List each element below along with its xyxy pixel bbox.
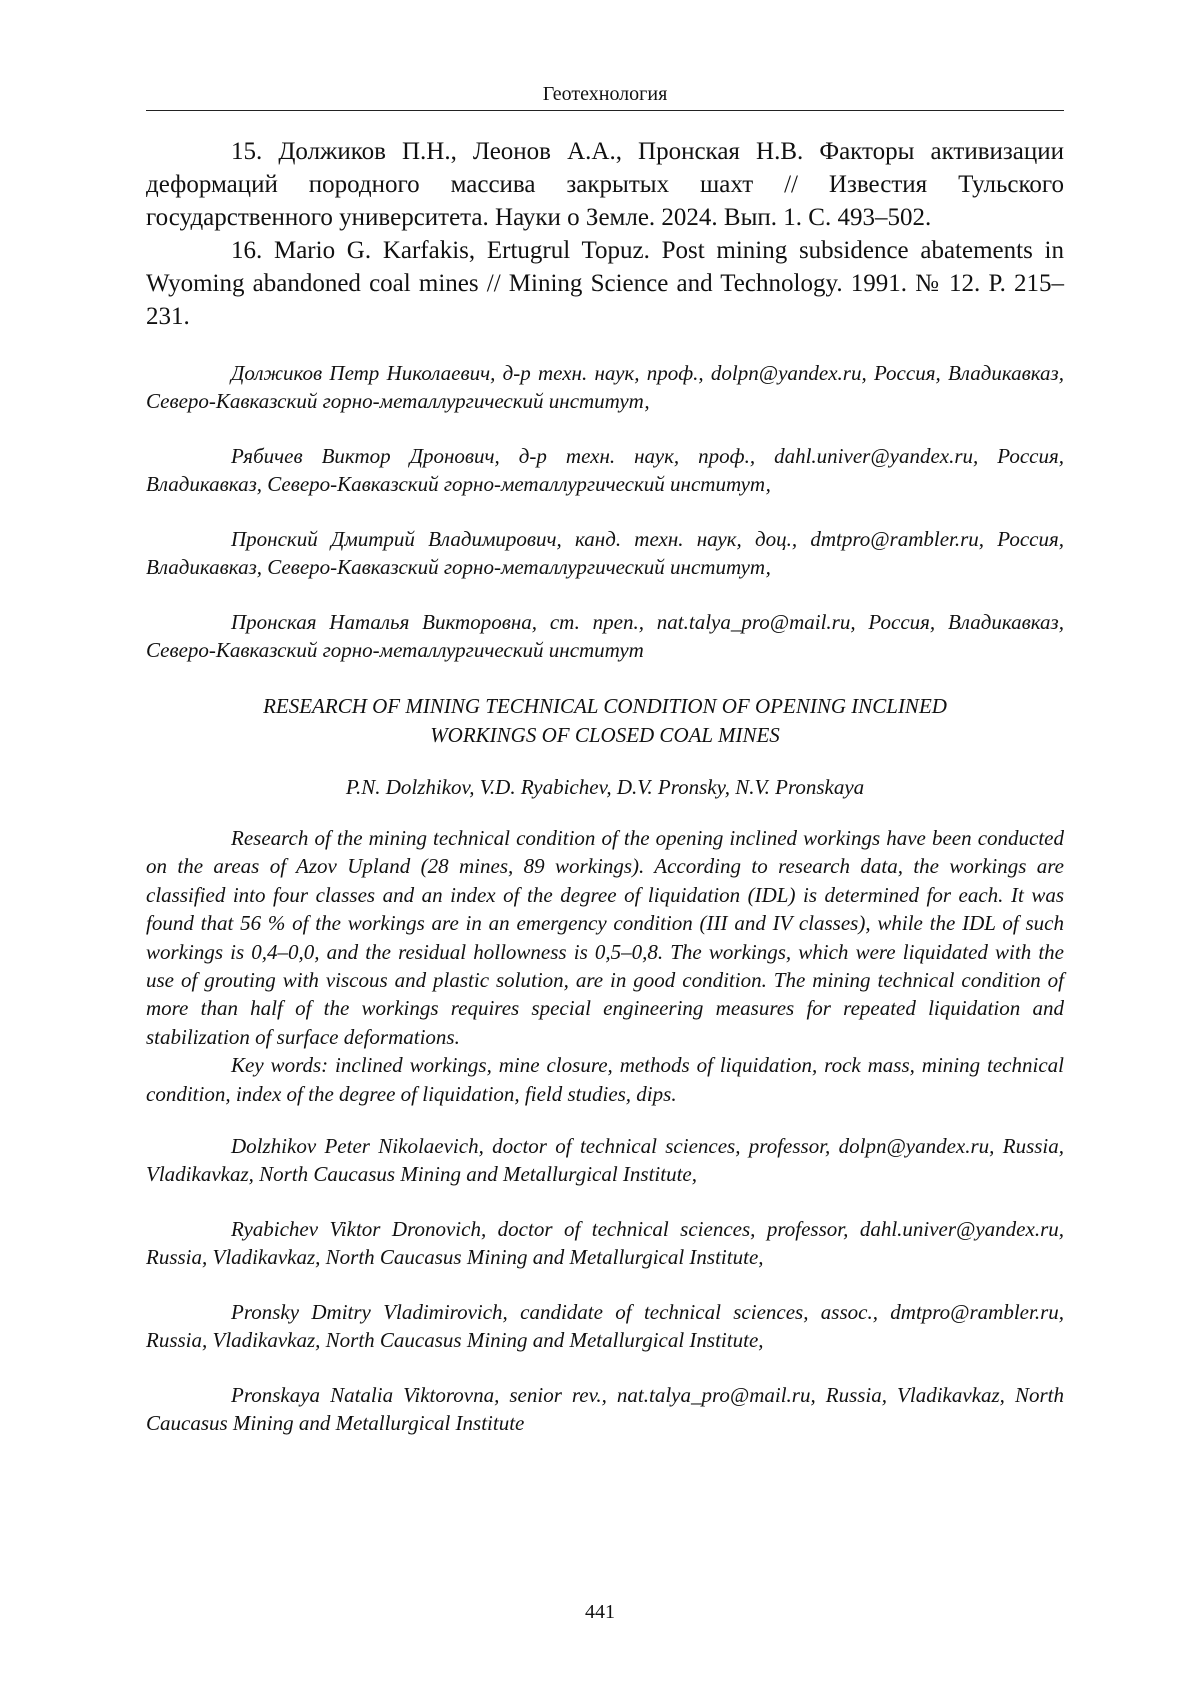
author-entry: Пронский Дмитрий Владимирович, канд. техн. наук, доц., dmtpro@rambler.ru, Россия, Владикавказ, Северо-Кавказский горно-металлургический институт, [146,527,1064,579]
author-entry: Pronsky Dmitry Vladimirovich, candidate of technical sciences, assoc., dmtpro@rambler.ru, Russia, Vladikavkaz, North Caucasus Mining and Metallurgical Institute, [146,1300,1064,1353]
running-header: Геотехнология [146,82,1064,111]
journal-page [146,82,1064,1464]
english-author-names: P.N. Dolzhikov, V.D. Ryabichev, D.V. Pronsky, N.V. Pronskaya [345,775,865,799]
author-entry: Dolzhikov Peter Nikolaevich, doctor of technical sciences, professor, dolpn@yandex.ru, Russia, Vladikavkaz, North Caucasus Mining and Metallurgical Institute, [146,1134,1064,1187]
author-info-english [146,1132,1064,1437]
reference-list [146,135,1064,333]
english-abstract [146,824,1064,1108]
author-entry: Ryabichev Viktor Dronovich, doctor of technical sciences, professor, dahl.univer@yandex.ru, Russia, Vladikavkaz, North Caucasus Mining and Metallurgical Institute, [146,1217,1064,1270]
author-entry: Должиков Петр Николаевич, д-р техн. наук, проф., dolpn@yandex.ru, Россия, Владикавказ, Северо-Кавказский горно-металлургический институт, [146,361,1064,413]
author-entry: Pronskaya Natalia Viktorovna, senior rev., nat.talya_pro@mail.ru, Russia, Vladikavkaz, North Caucasus Mining and Metallurgical Institute [146,1383,1064,1436]
reference-item: 16. Mario G. Karfakis, Ertugrul Topuz. Post mining subsidence abatements in Wyoming abandoned coal mines // Mining Science and Technology. 1991. № 12. P. 215–231. [146,237,1064,330]
keywords-text: Key words: inclined workings, mine closure, methods of liquidation, rock mass, mining technical condition, index of the degree of liquidation, field studies, dips. [146,1053,1064,1106]
author-info-russian [146,359,1064,664]
english-article-title [146,692,1064,750]
author-entry: Рябичев Виктор Дронович, д-р техн. наук, проф., dahl.univer@yandex.ru, Россия, Владикавказ, Северо-Кавказский горно-металлургический институт, [146,444,1064,496]
reference-item: 15. Должиков П.Н., Леонов А.А., Пронская Н.В. Факторы активизации деформаций породного массива закрытых шахт // Известия Тульского государственного университета. Науки о Земле. 2024. Вып. 1. С. 493–502. [146,138,1064,231]
page-number: 441 [585,1601,615,1623]
title-line: WORKINGS OF CLOSED COAL MINES [430,723,780,747]
abstract-text: Research of the mining technical condition of the opening inclined workings have been conducted on the areas of Azov Upland (28 mines, 89 workings). According to research data, the workings are classified into four classes and an index of the degree of liquidation (IDL) is determined for each. It was found that 56 % of the workings are in an emergency condition (III and IV classes), while the IDL of such workings is 0,4–0,0, and the residual hollowness is 0,5–0,8. The workings, which were liquidated with the use of grouting with viscous and plastic solution, are in good condition. The mining technical condition of more than half of the workings requires special engineering measures for repeated liquidation and stabilization of surface deformations. [146,826,1064,1049]
author-entry: Пронская Наталья Викторовна, ст. преп., nat.talya_pro@mail.ru, Россия, Владикавказ, Северо-Кавказский горно-металлургический институт [146,610,1064,662]
title-line: RESEARCH OF MINING TECHNICAL CONDITION OF OPENING INCLINED [263,694,947,718]
